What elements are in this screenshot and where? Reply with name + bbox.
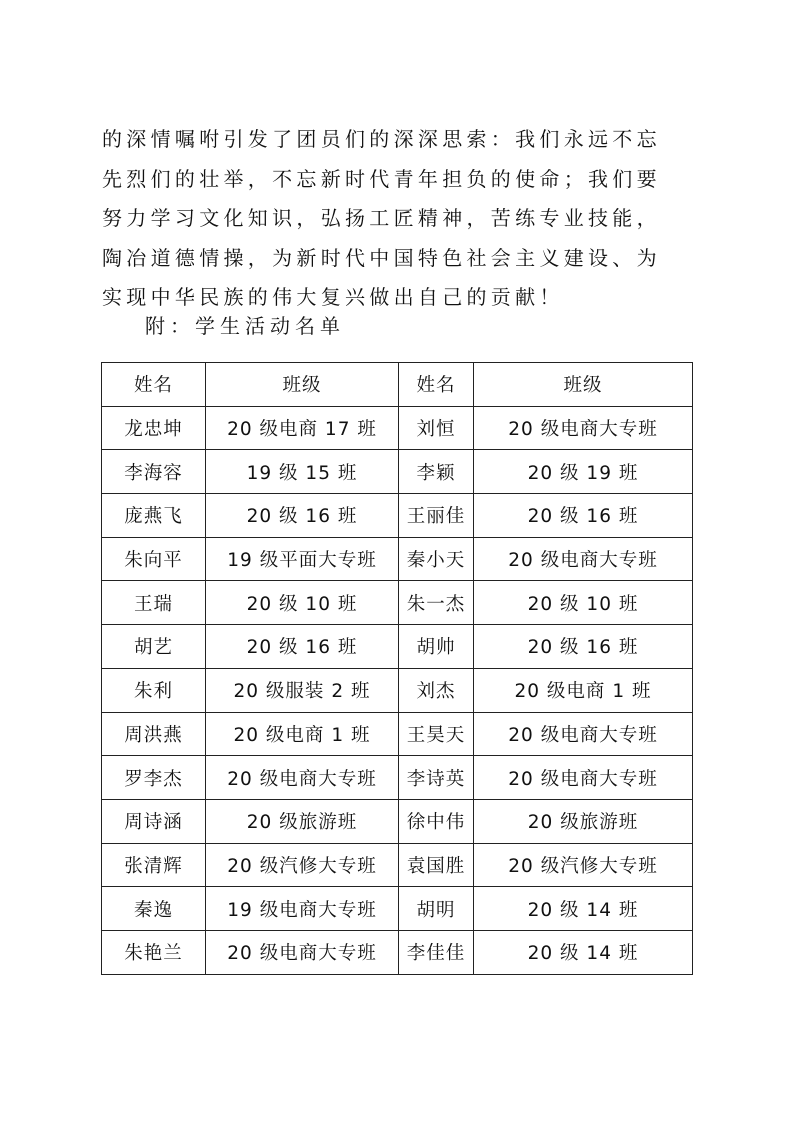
student-class: 20 级旅游班 bbox=[206, 799, 399, 843]
student-name: 朱一杰 bbox=[399, 581, 474, 625]
student-name: 王昊天 bbox=[399, 712, 474, 756]
table-row bbox=[102, 887, 693, 931]
paragraph-line: 努力学习文化知识，弘扬工匠精神，苦练专业技能， bbox=[102, 206, 661, 230]
table-row bbox=[102, 756, 693, 800]
student-class: 20 级 16 班 bbox=[206, 625, 399, 669]
student-name: 刘恒 bbox=[399, 406, 474, 450]
student-name: 李佳佳 bbox=[399, 930, 474, 974]
table-row bbox=[102, 668, 693, 712]
student-class: 20 级电商大专班 bbox=[474, 712, 693, 756]
student-class: 20 级 10 班 bbox=[206, 581, 399, 625]
header-name: 姓名 bbox=[399, 363, 474, 407]
student-name: 李海容 bbox=[102, 450, 206, 494]
paragraph-line: 的深情嘱咐引发了团员们的深深思索：我们永远不忘 bbox=[102, 127, 661, 151]
student-name: 胡艺 bbox=[102, 625, 206, 669]
student-class: 20 级汽修大专班 bbox=[474, 843, 693, 887]
student-name: 张清辉 bbox=[102, 843, 206, 887]
student-name: 徐中伟 bbox=[399, 799, 474, 843]
student-class: 19 级平面大专班 bbox=[206, 537, 399, 581]
table-row bbox=[102, 799, 693, 843]
header-class: 班级 bbox=[474, 363, 693, 407]
student-class: 20 级电商大专班 bbox=[474, 756, 693, 800]
student-class: 20 级电商大专班 bbox=[474, 537, 693, 581]
student-name: 庞燕飞 bbox=[102, 494, 206, 538]
table-row bbox=[102, 450, 693, 494]
student-class: 20 级电商 17 班 bbox=[206, 406, 399, 450]
student-name: 周诗涵 bbox=[102, 799, 206, 843]
table-row bbox=[102, 581, 693, 625]
paragraph-line: 实现中华民族的伟大复兴做出自己的贡献！ bbox=[102, 285, 564, 309]
table-row bbox=[102, 930, 693, 974]
appendix-caption: 附：学生活动名单 bbox=[145, 314, 345, 338]
student-class: 20 级 19 班 bbox=[474, 450, 693, 494]
student-class: 19 级 15 班 bbox=[206, 450, 399, 494]
student-name: 秦逸 bbox=[102, 887, 206, 931]
student-name: 秦小天 bbox=[399, 537, 474, 581]
student-class: 20 级 14 班 bbox=[474, 930, 693, 974]
student-name: 王瑞 bbox=[102, 581, 206, 625]
student-class: 20 级 10 班 bbox=[474, 581, 693, 625]
student-class: 19 级电商大专班 bbox=[206, 887, 399, 931]
paragraph-line: 先烈们的壮举，不忘新时代青年担负的使命；我们要 bbox=[102, 166, 661, 191]
student-name: 罗李杰 bbox=[102, 756, 206, 800]
student-class: 20 级汽修大专班 bbox=[206, 843, 399, 887]
student-class: 20 级服装 2 班 bbox=[206, 668, 399, 712]
student-class: 20 级电商 1 班 bbox=[474, 668, 693, 712]
table-row bbox=[102, 843, 693, 887]
header-name: 姓名 bbox=[102, 363, 206, 407]
student-name: 胡帅 bbox=[399, 625, 474, 669]
student-class: 20 级电商大专班 bbox=[206, 756, 399, 800]
student-name: 龙忠坤 bbox=[102, 406, 206, 450]
table-row bbox=[102, 406, 693, 450]
student-name: 李颖 bbox=[399, 450, 474, 494]
student-name: 王丽佳 bbox=[399, 494, 474, 538]
student-name: 朱向平 bbox=[102, 537, 206, 581]
body-paragraph bbox=[102, 120, 702, 318]
student-roster-table bbox=[101, 362, 693, 975]
student-class: 20 级旅游班 bbox=[474, 799, 693, 843]
student-class: 20 级 14 班 bbox=[474, 887, 693, 931]
student-name: 周洪燕 bbox=[102, 712, 206, 756]
paragraph-line: 陶冶道德情操，为新时代中国特色社会主义建设、为 bbox=[102, 245, 661, 270]
table-header-row bbox=[102, 363, 693, 407]
student-class: 20 级电商大专班 bbox=[206, 930, 399, 974]
student-name: 刘杰 bbox=[399, 668, 474, 712]
student-name: 朱利 bbox=[102, 668, 206, 712]
student-name: 袁国胜 bbox=[399, 843, 474, 887]
table-row bbox=[102, 537, 693, 581]
student-class: 20 级 16 班 bbox=[474, 494, 693, 538]
student-class: 20 级 16 班 bbox=[474, 625, 693, 669]
student-class: 20 级电商大专班 bbox=[474, 406, 693, 450]
student-class: 20 级 16 班 bbox=[206, 494, 399, 538]
student-name: 李诗英 bbox=[399, 756, 474, 800]
student-name: 朱艳兰 bbox=[102, 930, 206, 974]
student-name: 胡明 bbox=[399, 887, 474, 931]
table-row bbox=[102, 494, 693, 538]
table-row bbox=[102, 625, 693, 669]
student-class: 20 级电商 1 班 bbox=[206, 712, 399, 756]
header-class: 班级 bbox=[206, 363, 399, 407]
table-row bbox=[102, 712, 693, 756]
